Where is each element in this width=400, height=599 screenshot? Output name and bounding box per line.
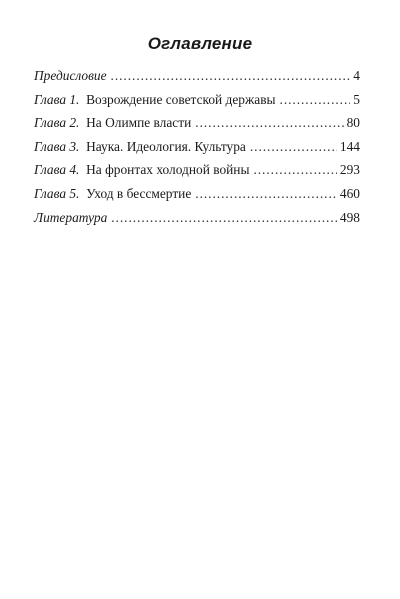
toc-entry-label <box>34 69 107 83</box>
toc-entry-title: Возрождение советской державы <box>82 91 276 107</box>
dot-leader <box>195 187 337 201</box>
toc-entry-prefix: Глава 2. <box>34 115 80 131</box>
toc-entry-chapter-5 <box>34 187 360 211</box>
toc-entry-label <box>34 211 107 225</box>
toc-entry-prefix: Глава 3. <box>34 138 80 154</box>
toc-entry-label <box>34 187 191 201</box>
toc-entry-title: На фронтах холодной войны <box>82 162 250 178</box>
toc-entry-label <box>34 163 249 177</box>
toc-page-number: 498 <box>339 209 360 225</box>
toc-entry-chapter-3 <box>34 140 360 164</box>
dot-leader <box>195 116 343 130</box>
toc-page-number: 80 <box>346 115 360 131</box>
toc-page-number: 460 <box>339 185 360 201</box>
toc-entry-prefix: Глава 5. <box>34 185 80 201</box>
toc-entry-bibliography <box>34 211 360 235</box>
dot-leader <box>250 140 337 154</box>
toc-page-number: 5 <box>353 91 360 107</box>
toc-entry-title: На Олимпе власти <box>82 115 192 131</box>
toc-entry-prefix: Предисловие <box>34 68 107 83</box>
toc-entry-chapter-1 <box>34 93 360 117</box>
toc-entry-chapter-2 <box>34 116 360 140</box>
toc-entry-label <box>34 93 276 107</box>
toc-page-number: 144 <box>339 138 360 154</box>
dot-leader <box>280 93 351 107</box>
toc-entry-prefix: Глава 4. <box>34 162 80 178</box>
toc-entry-chapter-4 <box>34 163 360 187</box>
toc-entry-label <box>34 140 246 154</box>
dot-leader <box>111 211 337 225</box>
dot-leader <box>111 69 351 83</box>
toc-entry-preface <box>34 69 360 93</box>
toc-entry-prefix: Литература <box>34 209 108 225</box>
toc-page-number: 4 <box>353 68 360 83</box>
toc-page-number: 293 <box>339 162 360 178</box>
dot-leader <box>253 163 336 177</box>
toc-entry-title: Уход в бессмертие <box>82 185 192 201</box>
table-of-contents <box>34 69 360 234</box>
toc-heading: Оглавление <box>147 34 253 53</box>
toc-entry-label <box>34 116 191 130</box>
toc-entry-title: Наука. Идеология. Культура <box>82 138 246 154</box>
toc-entry-prefix: Глава 1. <box>34 91 80 107</box>
